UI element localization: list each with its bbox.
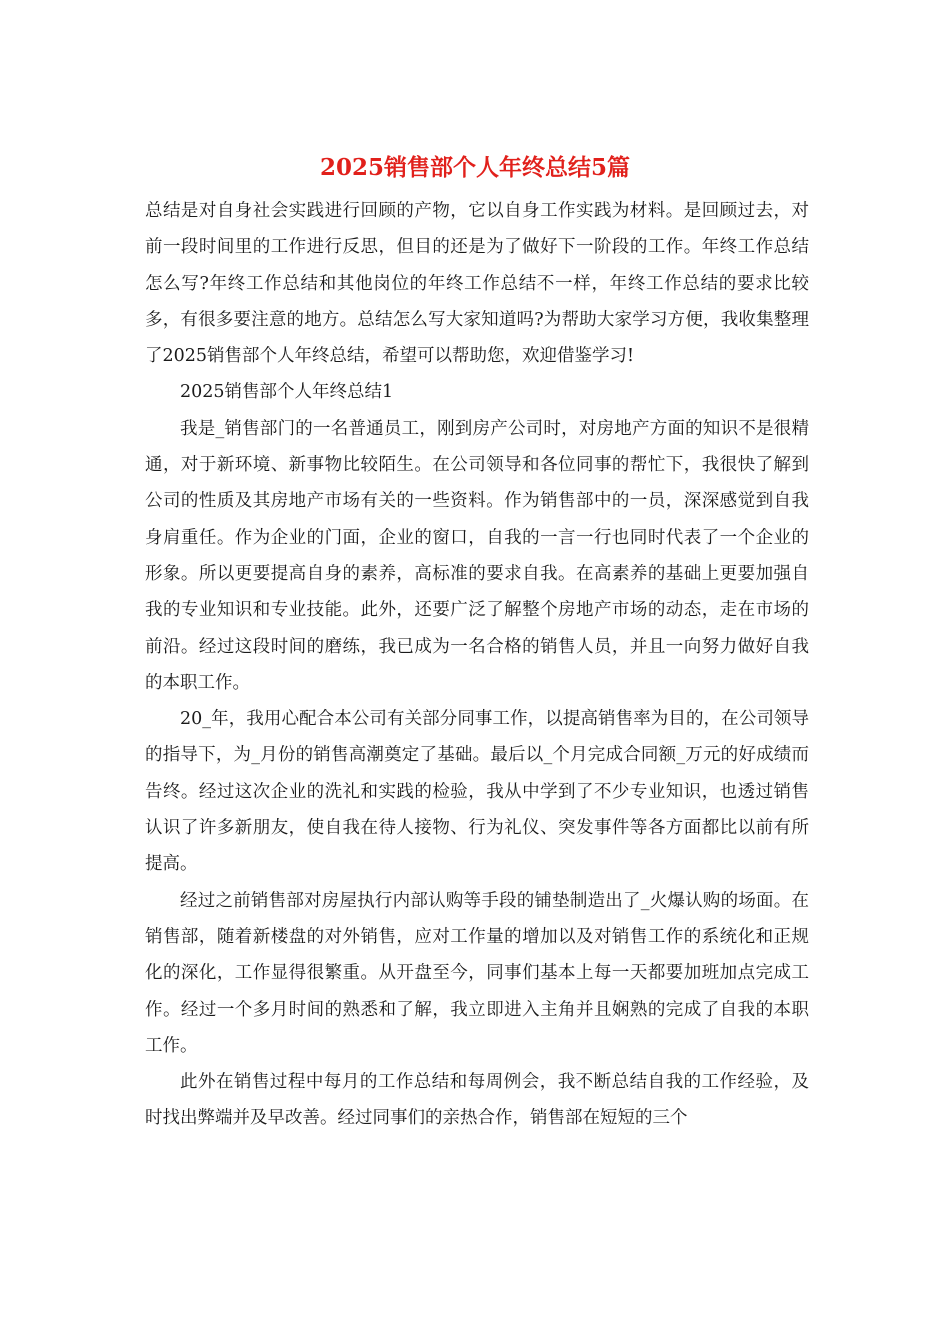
document-title: 2025销售部个人年终总结5篇: [319, 154, 631, 181]
body-paragraph: 20_年，我用心配合本公司有关部分同事工作，以提高销售率为目的，在公司领导的指导下，为_月份的销售高潮奠定了基础。最后以_个月完成合同额_万元的好成绩而告终。经过这次企业的洗礼和实践的检验，我从中学到了不少专业知识，也透过销售认识了许多新朋友，使自我在待人接物、行为礼仪、突发事件等各方面都比以前有所提高。: [145, 709, 809, 875]
body-paragraph: 经过之前销售部对房屋执行内部认购等手段的铺垫制造出了_火爆认购的场面。在销售部，随着新楼盘的对外销售，应对工作量的增加以及对销售工作的系统化和正规化的深化，工作显得很繁重。从开盘至今，同事们基本上每一天都要加班加点完成工作。经过一个多月时间的熟悉和了解，我立即进入主角并且娴熟的完成了自我的本职工作。: [145, 890, 809, 1056]
document-body: [145, 193, 809, 1137]
body-paragraph: 我是_销售部门的一名普通员工，刚到房产公司时，对房地产方面的知识不是很精通，对于新环境、新事物比较陌生。在公司领导和各位同事的帮忙下，我很快了解到公司的性质及其房地产市场有关的一些资料。作为销售部中的一员，深深感觉到自我身肩重任。作为企业的门面，企业的窗口，自我的一言一行也同时代表了一个企业的形象。所以更要提高自身的素养，高标准的要求自我。在高素养的基础上更要加强自我的专业知识和专业技能。此外，还要广泛了解整个房地产市场的动态，走在市场的前沿。经过这段时间的磨练，我已成为一名合格的销售人员，并且一向努力做好自我的本职工作。: [145, 418, 809, 693]
body-paragraph: 此外在销售过程中每月的工作总结和每周例会，我不断总结自我的工作经验，及时找出弊端并及早改善。经过同事们的亲热合作，销售部在短短的三个: [145, 1072, 809, 1129]
section-heading: 2025销售部个人年终总结1: [180, 382, 394, 403]
intro-paragraph: 总结是对自身社会实践进行回顾的产物，它以自身工作实践为材料。是回顾过去，对前一段时间里的工作进行反思，但目的还是为了做好下一阶段的工作。年终工作总结怎么写?年终工作总结和其他岗位的年终工作总结不一样，年终工作总结的要求比较多，有很多要注意的地方。总结怎么写大家知道吗?为帮助大家学习方便，我收集整理了2025销售部个人年终总结，希望可以帮助您，欢迎借鉴学习!: [145, 201, 809, 367]
